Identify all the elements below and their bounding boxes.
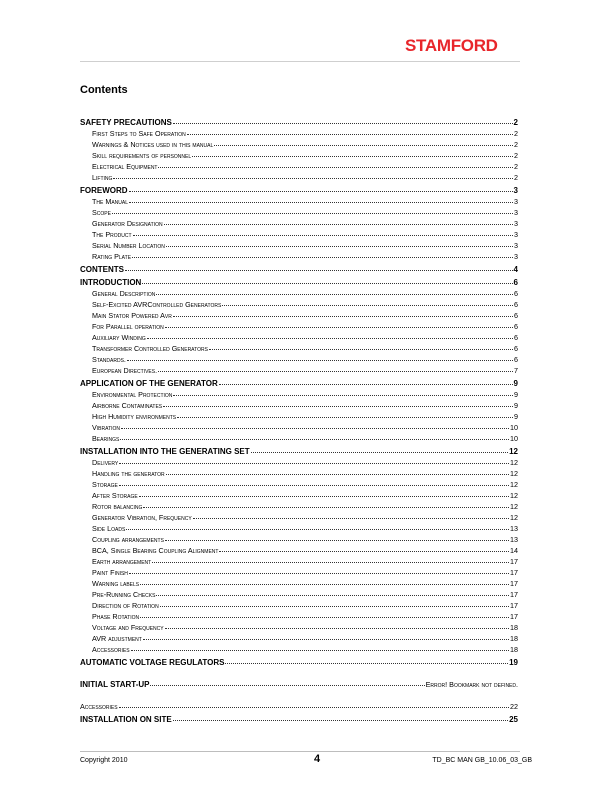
toc-entry-page: 19: [509, 658, 518, 667]
toc-entry-label: The Manual: [92, 197, 128, 206]
toc-subsection-entry[interactable]: [80, 534, 518, 545]
stamford-logo: STAMFORD: [405, 36, 498, 55]
toc-entry-label: Direction of Rotation: [92, 601, 159, 610]
dot-leader: [156, 595, 509, 596]
toc-subsection-entry[interactable]: [80, 172, 518, 183]
toc-entry-page: 12: [510, 480, 518, 489]
dot-leader: [129, 202, 513, 203]
toc-entry-label: European Directives.: [92, 366, 158, 375]
dot-leader: [119, 485, 509, 486]
dot-leader: [187, 134, 513, 135]
toc-section-entry[interactable]: [80, 264, 518, 275]
toc-subsection-entry[interactable]: [80, 299, 518, 310]
dot-leader: [120, 439, 509, 440]
dot-leader: [126, 529, 509, 530]
footer-copyright: Copyright 2010: [80, 757, 128, 764]
toc-entry-page: 9: [513, 379, 518, 388]
toc-entry-label: Self-Excited AVRControlled Generators: [92, 300, 222, 309]
toc-entry-label: INTRODUCTION: [80, 278, 142, 287]
toc-subsection-entry[interactable]: [80, 468, 518, 479]
toc-subsection-entry[interactable]: [80, 501, 518, 512]
toc-entry-page: 2: [514, 140, 518, 149]
dot-leader: [160, 606, 509, 607]
toc-entry-label: Voltage and Frequency: [92, 623, 164, 632]
dot-leader: [142, 283, 512, 284]
dot-leader: [219, 384, 513, 385]
toc-entry-label: The Product: [92, 230, 132, 239]
toc-entry-label: Environmental Protection: [92, 390, 173, 399]
toc-entry-page: 13: [510, 535, 518, 544]
dot-leader: [152, 562, 509, 563]
toc-entry-page: 6: [514, 322, 518, 331]
toc-section-entry[interactable]: [80, 117, 518, 128]
dot-leader: [139, 496, 509, 497]
toc-entry-label: Serial Number Location: [92, 241, 165, 250]
dot-leader: [192, 156, 513, 157]
dot-leader: [165, 327, 513, 328]
toc-entry-label: Generator Vibration, Frequency: [92, 513, 192, 522]
toc-entry-label: Generator Designation: [92, 219, 163, 228]
toc-subsection-entry[interactable]: [80, 354, 518, 365]
toc-subsection-entry[interactable]: [80, 490, 518, 501]
dot-leader: [127, 360, 513, 361]
toc-subsection-entry[interactable]: [80, 229, 518, 240]
dot-leader: [156, 294, 513, 295]
footer-divider: [80, 751, 520, 752]
dot-leader: [214, 145, 513, 146]
toc-subsection-entry[interactable]: [80, 622, 518, 633]
toc-entry-page: 6: [514, 333, 518, 342]
toc-entry-label: Auxiliary Winding: [92, 333, 146, 342]
toc-subsection-entry[interactable]: [80, 240, 518, 251]
toc-section-entry[interactable]: [80, 679, 518, 690]
toc-entry-label: Warning labels: [92, 579, 140, 588]
toc-subsection-entry[interactable]: [80, 701, 518, 712]
toc-entry-page: 17: [510, 601, 518, 610]
toc-entry-page: 22: [510, 702, 518, 711]
toc-entry-label: For Parallel operation: [92, 322, 164, 331]
toc-entry-label: AVR adjustment: [92, 634, 142, 643]
toc-entry-page: 3: [514, 241, 518, 250]
toc-entry-label: FOREWORD: [80, 186, 128, 195]
toc-entry-page: 18: [510, 634, 518, 643]
toc-section-entry[interactable]: [80, 446, 518, 457]
toc-entry-page: 2: [514, 129, 518, 138]
toc-entry-page: 10: [510, 423, 518, 432]
toc-entry-page: 12: [510, 491, 518, 500]
toc-entry-label: Accessories: [80, 702, 118, 711]
toc-entry-label: Lifting: [92, 173, 113, 182]
toc-entry-label: Pre-Running Checks: [92, 590, 156, 599]
toc-entry-page: 9: [514, 401, 518, 410]
toc-subsection-entry[interactable]: [80, 578, 518, 589]
toc-entry-page: 13: [510, 524, 518, 533]
dot-leader: [173, 123, 513, 124]
toc-section-entry[interactable]: [80, 657, 518, 668]
dot-leader: [129, 573, 509, 574]
toc-entry-page: 25: [509, 715, 518, 724]
toc-entry-page: 7: [514, 366, 518, 375]
toc-subsection-entry[interactable]: [80, 457, 518, 468]
toc-entry-page: 3: [514, 208, 518, 217]
toc-subsection-entry[interactable]: [80, 411, 518, 422]
toc-entry-page: 2: [514, 151, 518, 160]
dot-leader: [121, 428, 509, 429]
table-of-contents: [80, 115, 518, 725]
toc-entry-label: INSTALLATION INTO THE GENERATING SET: [80, 447, 250, 456]
toc-entry-label: Rating Plate: [92, 252, 132, 261]
toc-subsection-entry[interactable]: [80, 556, 518, 567]
toc-entry-page: 12: [509, 447, 518, 456]
toc-entry-label: Scope: [92, 208, 111, 217]
toc-subsection-entry[interactable]: [80, 633, 518, 644]
dot-leader: [131, 650, 509, 651]
toc-entry-page: 6: [513, 278, 518, 287]
toc-entry-page: 2: [514, 173, 518, 182]
footer-doc-ref: TD_BC MAN GB_10.06_03_GB: [432, 757, 532, 764]
toc-entry-page: 3: [513, 186, 518, 195]
toc-subsection-entry[interactable]: [80, 251, 518, 262]
dot-leader: [173, 720, 508, 721]
toc-subsection-entry[interactable]: [80, 139, 518, 150]
toc-entry-page: 17: [510, 557, 518, 566]
dot-leader: [251, 452, 508, 453]
dot-leader: [164, 224, 513, 225]
toc-subsection-entry[interactable]: [80, 400, 518, 411]
toc-entry-page: 2: [514, 162, 518, 171]
dot-leader: [129, 191, 513, 192]
dot-leader: [125, 270, 513, 271]
toc-subsection-entry[interactable]: [80, 218, 518, 229]
dot-leader: [166, 246, 513, 247]
toc-subsection-entry[interactable]: [80, 545, 518, 556]
dot-leader: [165, 540, 509, 541]
footer-page-number: 4: [314, 753, 321, 765]
toc-entry-label: Side Loads: [92, 524, 126, 533]
toc-entry-label: Accessories: [92, 645, 130, 654]
toc-entry-label: Phase Rotation: [92, 612, 140, 621]
toc-subsection-entry[interactable]: [80, 207, 518, 218]
toc-entry-page: 12: [510, 469, 518, 478]
toc-entry-label: Coupling arrangements: [92, 535, 164, 544]
toc-entry-label: Skill requirements of personnel: [92, 151, 192, 160]
dot-leader: [219, 551, 509, 552]
toc-section-entry[interactable]: [80, 378, 518, 389]
toc-entry-page: 9: [514, 412, 518, 421]
toc-section-entry[interactable]: [80, 277, 518, 288]
toc-subsection-entry[interactable]: [80, 365, 518, 376]
toc-entry-page: 14: [510, 546, 518, 555]
toc-entry-label: INITIAL START-UP: [80, 680, 150, 689]
toc-subsection-entry[interactable]: [80, 644, 518, 655]
toc-entry-label: Vibration: [92, 423, 121, 432]
toc-subsection-entry[interactable]: [80, 288, 518, 299]
dot-leader: [143, 639, 509, 640]
toc-entry-page: 17: [510, 590, 518, 599]
toc-section-entry[interactable]: [80, 714, 518, 725]
toc-entry-label: APPLICATION OF THE GENERATOR: [80, 379, 218, 388]
toc-entry-label: Warnings & Notices used in this manual: [92, 140, 214, 149]
toc-subsection-entry[interactable]: [80, 150, 518, 161]
toc-subsection-entry[interactable]: [80, 512, 518, 523]
dot-leader: [158, 167, 513, 168]
toc-subsection-entry[interactable]: [80, 600, 518, 611]
toc-entry-page: 17: [510, 579, 518, 588]
toc-subsection-entry[interactable]: [80, 343, 518, 354]
toc-entry-page: 4: [513, 265, 518, 274]
toc-entry-page: 12: [510, 513, 518, 522]
toc-subsection-entry[interactable]: [80, 128, 518, 139]
toc-subsection-entry[interactable]: [80, 321, 518, 332]
toc-subsection-entry[interactable]: [80, 422, 518, 433]
toc-entry-page: 3: [514, 197, 518, 206]
toc-entry-page: 6: [514, 344, 518, 353]
page-title: Contents: [80, 84, 128, 96]
toc-subsection-entry[interactable]: [80, 310, 518, 321]
toc-subsection-entry[interactable]: [80, 589, 518, 600]
toc-subsection-entry[interactable]: [80, 523, 518, 534]
toc-entry-label: BCA, Single Bearing Coupling Alignment: [92, 546, 219, 555]
toc-entry-page: 9: [514, 390, 518, 399]
toc-entry-page: 3: [514, 219, 518, 228]
toc-entry-label: Transformer Controlled Generators: [92, 344, 208, 353]
toc-entry-label: Rotor balancing: [92, 502, 143, 511]
toc-entry-page: 12: [510, 458, 518, 467]
toc-entry-label: General Description: [92, 289, 156, 298]
toc-entry-page: 10: [510, 434, 518, 443]
dot-leader: [113, 178, 513, 179]
dot-leader: [225, 663, 508, 664]
toc-entry-page: Error! Bookmark not defined.: [425, 680, 518, 689]
toc-entry-label: Earth arrangement: [92, 557, 152, 566]
toc-subsection-entry[interactable]: [80, 161, 518, 172]
dot-leader: [193, 518, 509, 519]
toc-entry-label: SAFETY PRECAUTIONS: [80, 118, 172, 127]
toc-subsection-entry[interactable]: [80, 479, 518, 490]
toc-entry-page: 12: [510, 502, 518, 511]
toc-entry-label: High Humidity environments: [92, 412, 177, 421]
dot-leader: [166, 474, 509, 475]
toc-entry-page: 6: [514, 300, 518, 309]
toc-entry-page: 6: [514, 311, 518, 320]
dot-leader: [143, 507, 509, 508]
toc-subsection-entry[interactable]: [80, 433, 518, 444]
toc-entry-page: 17: [510, 612, 518, 621]
toc-entry-label: Storage: [92, 480, 118, 489]
dot-leader: [209, 349, 513, 350]
toc-subsection-entry[interactable]: [80, 611, 518, 622]
dot-leader: [222, 305, 513, 306]
dot-leader: [177, 417, 513, 418]
dot-leader: [158, 371, 513, 372]
toc-entry-label: Airborne Contaminates: [92, 401, 163, 410]
toc-entry-page: 18: [510, 623, 518, 632]
toc-subsection-entry[interactable]: [80, 332, 518, 343]
toc-entry-page: 3: [514, 252, 518, 261]
toc-entry-label: INSTALLATION ON SITE: [80, 715, 172, 724]
toc-subsection-entry[interactable]: [80, 196, 518, 207]
dot-leader: [173, 395, 513, 396]
toc-entry-label: Bearings: [92, 434, 120, 443]
toc-entry-page: 6: [514, 289, 518, 298]
toc-entry-label: Delivery: [92, 458, 119, 467]
dot-leader: [133, 235, 513, 236]
toc-entry-label: Standards.: [92, 355, 126, 364]
dot-leader: [150, 685, 424, 686]
dot-leader: [119, 707, 509, 708]
dot-leader: [119, 463, 509, 464]
dot-leader: [163, 406, 513, 407]
toc-entry-page: 18: [510, 645, 518, 654]
dot-leader: [132, 257, 513, 258]
dot-leader: [140, 617, 509, 618]
toc-entry-label: AUTOMATIC VOLTAGE REGULATORS: [80, 658, 225, 667]
toc-entry-label: After Storage: [92, 491, 138, 500]
toc-subsection-entry[interactable]: [80, 567, 518, 578]
dot-leader: [173, 316, 513, 317]
header-divider: [80, 61, 520, 62]
toc-entry-page: 2: [513, 118, 518, 127]
dot-leader: [112, 213, 513, 214]
toc-entry-label: First Steps to Safe Operation: [92, 129, 186, 138]
dot-leader: [140, 584, 509, 585]
toc-subsection-entry[interactable]: [80, 389, 518, 400]
toc-entry-page: 6: [514, 355, 518, 364]
toc-entry-page: 17: [510, 568, 518, 577]
toc-section-entry[interactable]: [80, 185, 518, 196]
toc-entry-page: 3: [514, 230, 518, 239]
toc-entry-label: Electrical Equipment: [92, 162, 158, 171]
toc-entry-label: Paint Finish: [92, 568, 128, 577]
dot-leader: [165, 628, 509, 629]
toc-entry-label: CONTENTS: [80, 265, 124, 274]
dot-leader: [147, 338, 513, 339]
toc-entry-label: Main Stator Powered Avr: [92, 311, 172, 320]
toc-entry-label: Handling the generator: [92, 469, 165, 478]
